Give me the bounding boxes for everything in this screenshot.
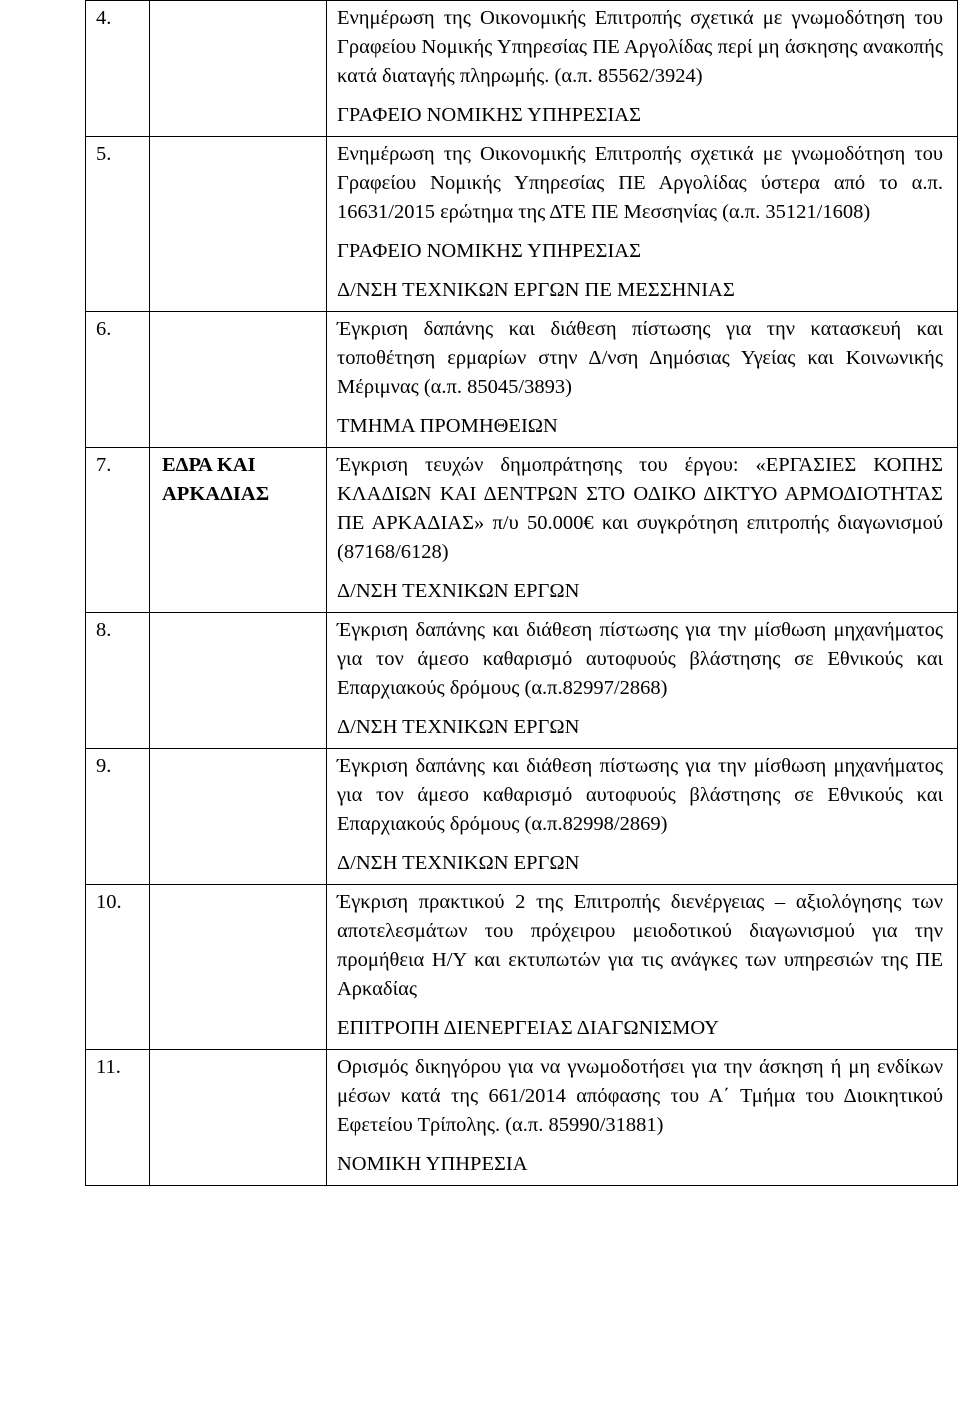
agenda-row	[86, 312, 958, 448]
item-content	[327, 137, 958, 312]
item-description: Έγκριση δαπάνης και διάθεση πίστωσης για την μίσθωση μηχανήματος για τον άμεσο καθαρισμό αυτοφυούς βλάστησης σε Εθνικούς και Επαρχιακούς δρόμους (α.π.82997/2868)	[337, 619, 943, 699]
responsible-department: ΤΜΗΜΑ ΠΡΟΜΗΘΕΙΩΝ	[337, 415, 558, 437]
agenda-row	[86, 137, 958, 312]
responsible-department: Δ/ΝΣΗ ΤΕΧΝΙΚΩΝ ΕΡΓΩΝ	[337, 580, 580, 602]
agenda-row	[86, 749, 958, 885]
agenda-row	[86, 613, 958, 749]
item-seat	[150, 1050, 327, 1186]
item-number: 10.	[86, 885, 150, 1050]
agenda-row	[86, 1050, 958, 1186]
item-description: Έγκριση δαπάνης και διάθεση πίστωσης για την μίσθωση μηχανήματος για τον άμεσο καθαρισμό αυτοφυούς βλάστησης σε Εθνικούς και Επαρχιακούς δρόμους (α.π.82998/2869)	[337, 755, 943, 835]
item-number: 5.	[86, 137, 150, 312]
item-seat: ΕΔΡΑ ΚΑΙ ΑΡΚΑΔΙΑΣ	[150, 448, 327, 613]
item-number: 4.	[86, 1, 150, 137]
item-seat	[150, 137, 327, 312]
agenda-table	[85, 0, 958, 1186]
item-description: Έγκριση τευχών δημοπράτησης του έργου: «ΕΡΓΑΣΙΕΣ ΚΟΠΗΣ ΚΛΑΔΙΩΝ ΚΑΙ ΔΕΝΤΡΩΝ ΣΤΟ ΟΔΙΚΟ ΔΙΚΤΥΟ ΑΡΜΟΔΙΟΤΗΤΑΣ ΠΕ ΑΡΚΑΔΙΑΣ» π/υ 50.000€ και συγκρότηση επιτροπής διαγωνισμού (87168/6128)	[337, 454, 943, 563]
item-seat	[150, 613, 327, 749]
item-content	[327, 613, 958, 749]
item-number: 9.	[86, 749, 150, 885]
item-seat	[150, 312, 327, 448]
item-content	[327, 749, 958, 885]
item-description: Έγκριση πρακτικού 2 της Επιτροπής διενέργειας – αξιολόγησης των αποτελεσμάτων του πρόχειρου μειοδοτικού διαγωνισμού για την προμήθεια Η/Υ και εκτυπωτών για τις ανάγκες των υπηρεσιών της ΠΕ Αρκαδίας	[337, 891, 943, 1000]
item-description: Ενημέρωση της Οικονομικής Επιτροπής σχετικά με γνωμοδότηση του Γραφείου Νομικής Υπηρεσίας ΠΕ Αργολίδας περί μη άσκησης ανακοπής κατά διαταγής πληρωμής. (α.π. 85562/3924)	[337, 7, 943, 87]
item-content	[327, 1, 958, 137]
item-number: 11.	[86, 1050, 150, 1186]
agenda-row	[86, 885, 958, 1050]
item-content	[327, 1050, 958, 1186]
item-number: 7.	[86, 448, 150, 613]
item-seat	[150, 1, 327, 137]
agenda-row	[86, 1, 958, 137]
responsible-department: ΝΟΜΙΚΗ ΥΠΗΡΕΣΙΑ	[337, 1153, 528, 1175]
item-description: Ορισμός δικηγόρου για να γνωμοδοτήσει για την άσκηση ή μη ενδίκων μέσων κατά της 661/2014 απόφασης του Α΄ Τμήμα του Διοικητικού Εφετείου Τρίπολης. (α.π. 85990/31881)	[337, 1056, 943, 1136]
responsible-department: ΕΠΙΤΡΟΠΗ ΔΙΕΝΕΡΓΕΙΑΣ ΔΙΑΓΩΝΙΣΜΟΥ	[337, 1017, 719, 1039]
item-number: 8.	[86, 613, 150, 749]
item-description: Έγκριση δαπάνης και διάθεση πίστωσης για την κατασκευή και τοποθέτηση ερμαρίων στην Δ/νση Δημόσιας Υγείας και Κοινωνικής Μέριμνας (α.π. 85045/3893)	[337, 318, 943, 398]
agenda-row	[86, 448, 958, 613]
item-content	[327, 448, 958, 613]
item-description: Ενημέρωση της Οικονομικής Επιτροπής σχετικά με γνωμοδότηση του Γραφείου Νομικής Υπηρεσίας ΠΕ Αργολίδας ύστερα από το α.π. 16631/2015 ερώτημα της ΔΤΕ ΠΕ Μεσσηνίας (α.π. 35121/1608)	[337, 143, 943, 223]
item-number: 6.	[86, 312, 150, 448]
responsible-department: ΓΡΑΦΕΙΟ ΝΟΜΙΚΗΣ ΥΠΗΡΕΣΙΑΣ	[337, 104, 642, 126]
responsible-department: Δ/ΝΣΗ ΤΕΧΝΙΚΩΝ ΕΡΓΩΝ ΠΕ ΜΕΣΣΗΝΙΑΣ	[337, 279, 735, 301]
responsible-department: Δ/ΝΣΗ ΤΕΧΝΙΚΩΝ ΕΡΓΩΝ	[337, 716, 580, 738]
responsible-department: Δ/ΝΣΗ ΤΕΧΝΙΚΩΝ ΕΡΓΩΝ	[337, 852, 580, 874]
item-content	[327, 885, 958, 1050]
item-seat	[150, 749, 327, 885]
item-content	[327, 312, 958, 448]
responsible-department: ΓΡΑΦΕΙΟ ΝΟΜΙΚΗΣ ΥΠΗΡΕΣΙΑΣ	[337, 240, 642, 262]
item-seat	[150, 885, 327, 1050]
